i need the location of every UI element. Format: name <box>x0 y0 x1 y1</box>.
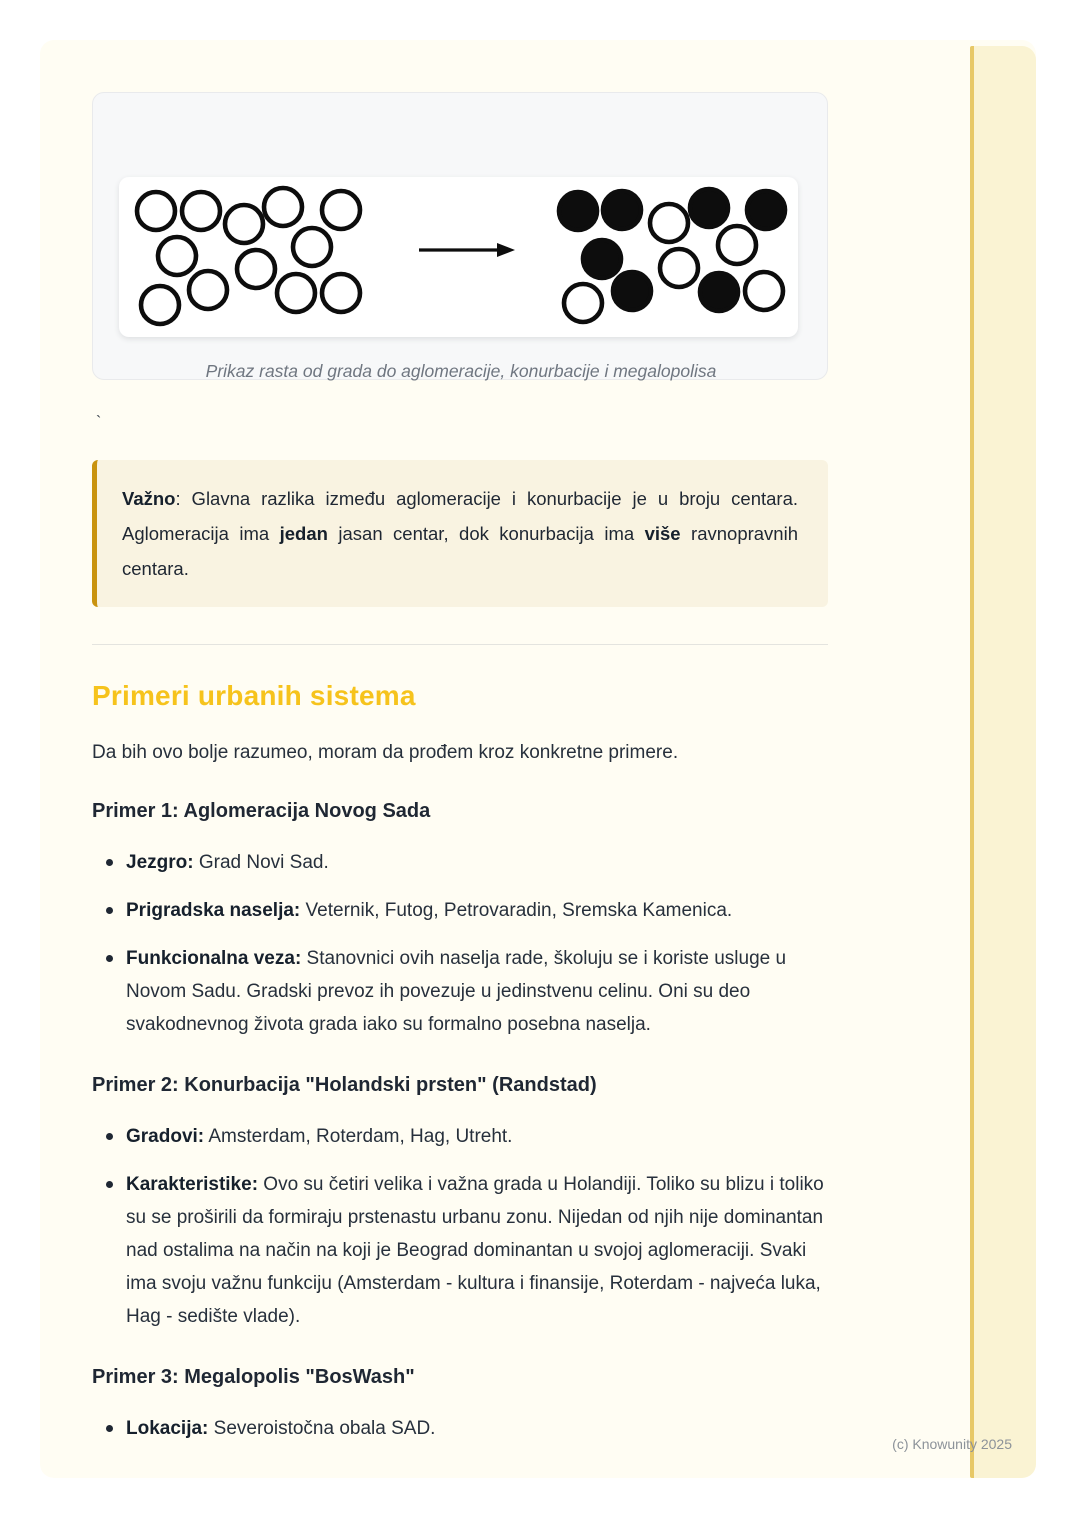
outline-city-circle <box>745 272 783 310</box>
filled-city-circle <box>690 189 728 227</box>
list-item: Gradovi: Amsterdam, Roterdam, Hag, Utreht. <box>92 1120 828 1153</box>
filled-city-circle <box>583 240 621 278</box>
stray-backtick: ` <box>96 414 102 431</box>
bullet-icon <box>106 1133 113 1140</box>
outline-city-circle <box>277 274 315 312</box>
arrow-head-icon <box>497 243 515 257</box>
outline-city-circle <box>158 237 196 275</box>
list-item: Prigradska naselja: Veternik, Futog, Petrovaradin, Sremska Kamenica. <box>92 894 828 927</box>
intro-paragraph: Da bih ovo bolje razumeo, moram da prođem kroz konkretne primere. <box>92 742 679 763</box>
outline-city-circle <box>650 204 688 242</box>
outline-city-circle <box>293 228 331 266</box>
list-item: Funkcionalna veza: Stanovnici ovih naselja rade, školuju se i koriste usluge u Novom Sadu. Gradski prevoz ih povezuje u jedinstvenu celinu. Oni su deo svakodnevnog života grada iako su formalno posebna naselja. <box>92 942 828 1041</box>
outline-city-circle <box>718 226 756 264</box>
figure-caption: Prikaz rasta od grada do aglomeracije, konurbacije i megalopolisa <box>205 361 717 381</box>
outline-city-circle <box>660 249 698 287</box>
list-item: Karakteristike: Ovo su četiri velika i važna grada u Holandiji. Toliko su blizu i toliko su se proširili da formiraju prstenastu urbanu zonu. Nijedan od njih nije dominantan nad ostalima na način na koji je Beograd dominantan u svojoj aglomeraciji. Svaki ima svoju važnu funkciju (Amsterdam - kultura i finansije, Roterdam - najveća luka, Hag - sedište vlade). <box>92 1168 828 1333</box>
bullet-icon <box>106 907 113 914</box>
right-margin-stripe <box>970 46 1036 1478</box>
outline-city-circle <box>137 192 175 230</box>
filled-city-circle <box>603 191 641 229</box>
outline-city-circle <box>322 274 360 312</box>
example-bullet-list <box>92 1120 828 1333</box>
outline-city-circle <box>225 205 263 243</box>
list-item: Lokacija: Severoistočna obala SAD. <box>92 1412 828 1445</box>
example-title: Primer 2: Konurbacija "Holandski prsten" (Randstad) <box>92 1074 597 1096</box>
example-bullet-list <box>92 1412 828 1445</box>
filled-city-circle <box>613 272 651 310</box>
bullet-icon <box>106 859 113 866</box>
important-callout <box>92 460 828 607</box>
bullet-icon <box>106 955 113 962</box>
figure-card <box>92 92 828 380</box>
outline-city-circle <box>564 284 602 322</box>
filled-city-circle <box>700 273 738 311</box>
city-growth-diagram <box>119 177 798 337</box>
examples-container <box>92 798 828 1445</box>
filled-city-circle <box>559 192 597 230</box>
list-item: Jezgro: Grad Novi Sad. <box>92 846 828 879</box>
outline-city-circle <box>264 188 302 226</box>
outline-city-circle <box>237 250 275 288</box>
document-content <box>92 40 828 1445</box>
example-title: Primer 3: Megalopolis "BosWash" <box>92 1366 415 1388</box>
example-title: Primer 1: Aglomeracija Novog Sada <box>92 800 431 822</box>
bullet-icon <box>106 1425 113 1432</box>
outline-city-circle <box>322 191 360 229</box>
divider <box>92 644 828 645</box>
section-heading: Primeri urbanih sistema <box>92 680 416 711</box>
document-sheet <box>40 40 1036 1478</box>
outline-city-circle <box>189 271 227 309</box>
callout-text: Važno: Glavna razlika između aglomeracije i konurbacije je u broju centara. Aglomeracija ima jedan jasan centar, dok konurbacija ima više ravnopravnih centara. <box>122 488 798 579</box>
bullet-icon <box>106 1181 113 1188</box>
filled-city-circle <box>747 191 785 229</box>
copyright-footer: (c) Knowunity 2025 <box>892 1436 1012 1452</box>
circles-diagram-svg <box>119 177 798 337</box>
outline-city-circle <box>141 286 179 324</box>
outline-city-circle <box>182 192 220 230</box>
example-bullet-list <box>92 846 828 1041</box>
